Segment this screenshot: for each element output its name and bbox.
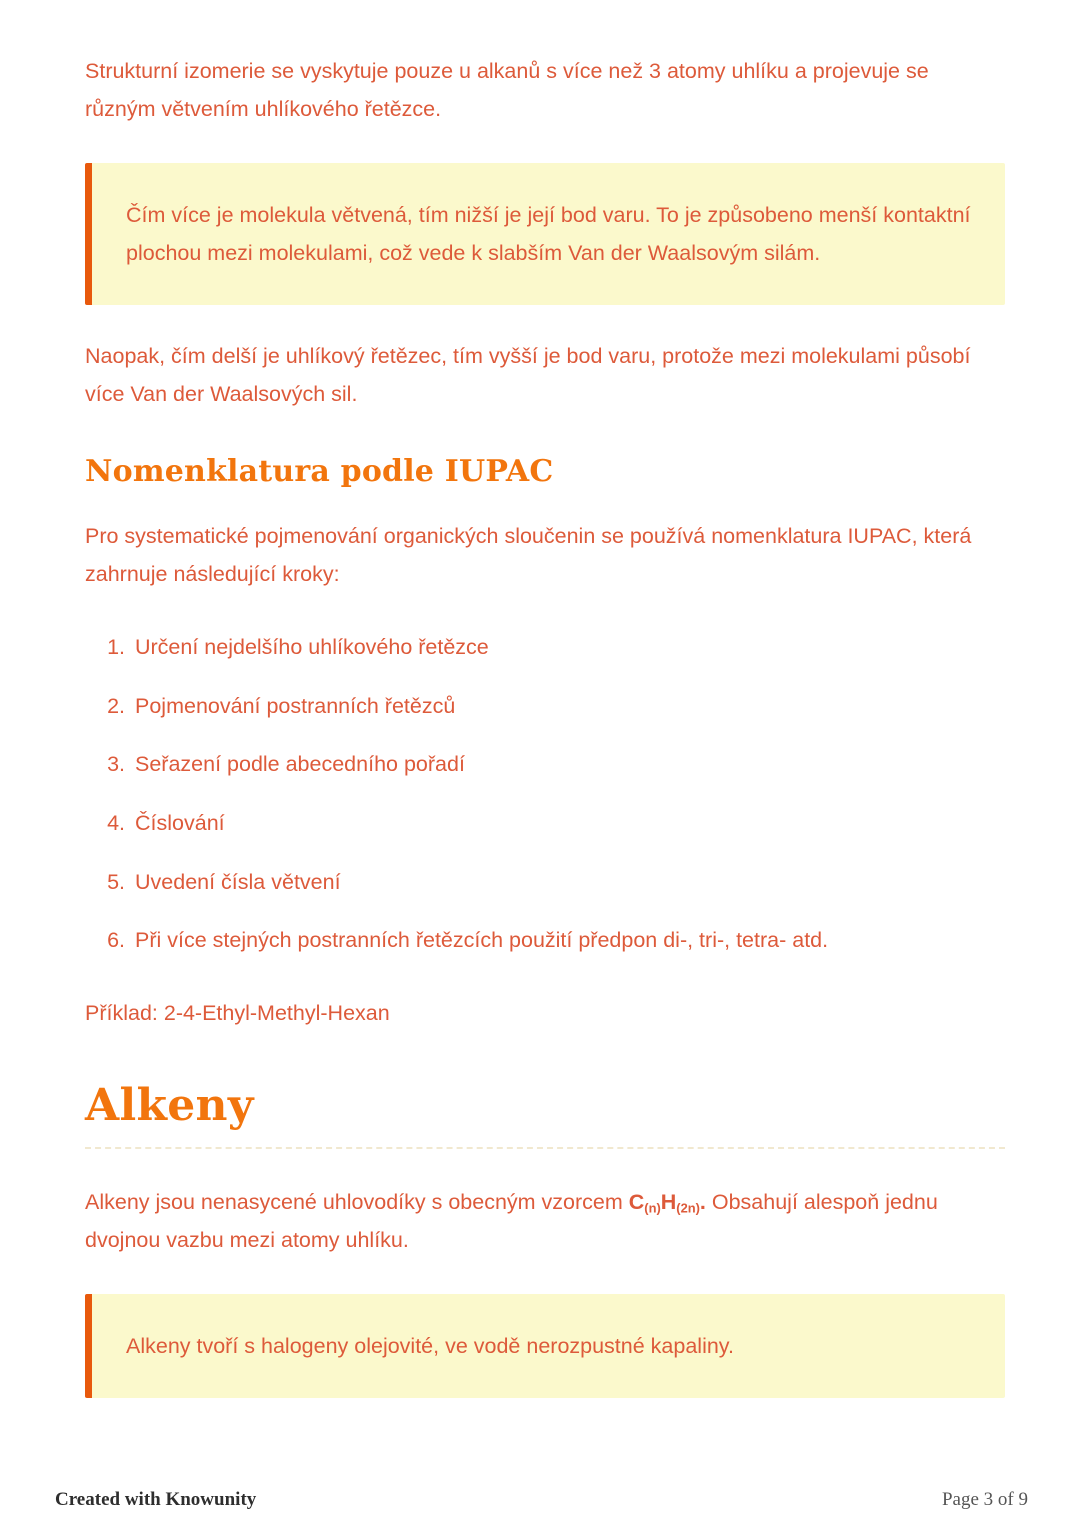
iupac-steps-list — [85, 629, 1005, 960]
formula-base-c: C — [628, 1190, 645, 1215]
list-item: 2. Pojmenování postranních řetězců — [131, 688, 1005, 726]
highlight-callout-boiling-point — [85, 163, 1005, 306]
formula-subscript-n: (n) — [644, 1200, 661, 1216]
list-item: 1. Určení nejdelšího uhlíkového řetězce — [131, 629, 1005, 667]
alkeny-text-pre: Alkeny jsou nenasycené uhlovodíky s obecným vzorcem — [85, 1190, 629, 1215]
callout-text: Alkeny tvoří s halogeny olejovité, ve vodě nerozpustné kapaliny. — [126, 1333, 734, 1358]
highlight-callout-halogens — [85, 1294, 1005, 1398]
formula-period: . — [699, 1190, 706, 1215]
footer-created-with: Created with Knowunity — [55, 1489, 257, 1510]
callout-text: Čím více je molekula větvená, tím nižší je její bod varu. To je způsobeno menší kontaktní plochou mezi molekulami, což vede k slabším Van der Waalsovým silám. — [126, 202, 971, 265]
formula-subscript-2n: (2n) — [676, 1200, 700, 1216]
footer-page-indicator: Page 3 of 9 — [941, 1489, 1028, 1510]
list-item: 3. Seřazení podle abecedního pořadí — [131, 746, 1005, 784]
example-paragraph: Příklad: 2-4-Ethyl-Methyl-Hexan — [85, 1000, 390, 1025]
main-heading-alkeny: Alkeny — [85, 1080, 1005, 1149]
page-footer — [55, 1489, 1028, 1511]
list-item: 4. Číslování — [131, 805, 1005, 843]
paragraph-alkeny — [85, 1183, 1005, 1260]
alkeny-text-post: Obsahují alespoň jednu dvojnou vazbu mezi atomy uhlíku. — [85, 1190, 938, 1253]
chemical-formula — [629, 1190, 706, 1214]
list-item: 5. Uvedení čísla větvení — [131, 864, 1005, 902]
paragraph-chain-length: Naopak, čím delší je uhlíkový řetězec, tím vyšší je bod varu, protože mezi molekulami působí více Van der Waalsových sil. — [85, 344, 971, 407]
list-item: 6. Při více stejných postranních řetězcích použití předpon di-, tri-, tetra- atd. — [131, 922, 1005, 960]
intro-paragraph: Strukturní izomerie se vyskytuje pouze u alkanů s více než 3 atomy uhlíku a projevuje se různým větvením uhlíkového řetězce. — [85, 59, 929, 122]
paragraph-iupac-intro: Pro systematické pojmenování organických sloučenin se používá nomenklatura IUPAC, která zahrnuje následující kroky: — [85, 523, 972, 586]
formula-base-h: H — [660, 1190, 677, 1215]
section-heading-iupac: Nomenklatura podle IUPAC — [85, 453, 554, 489]
